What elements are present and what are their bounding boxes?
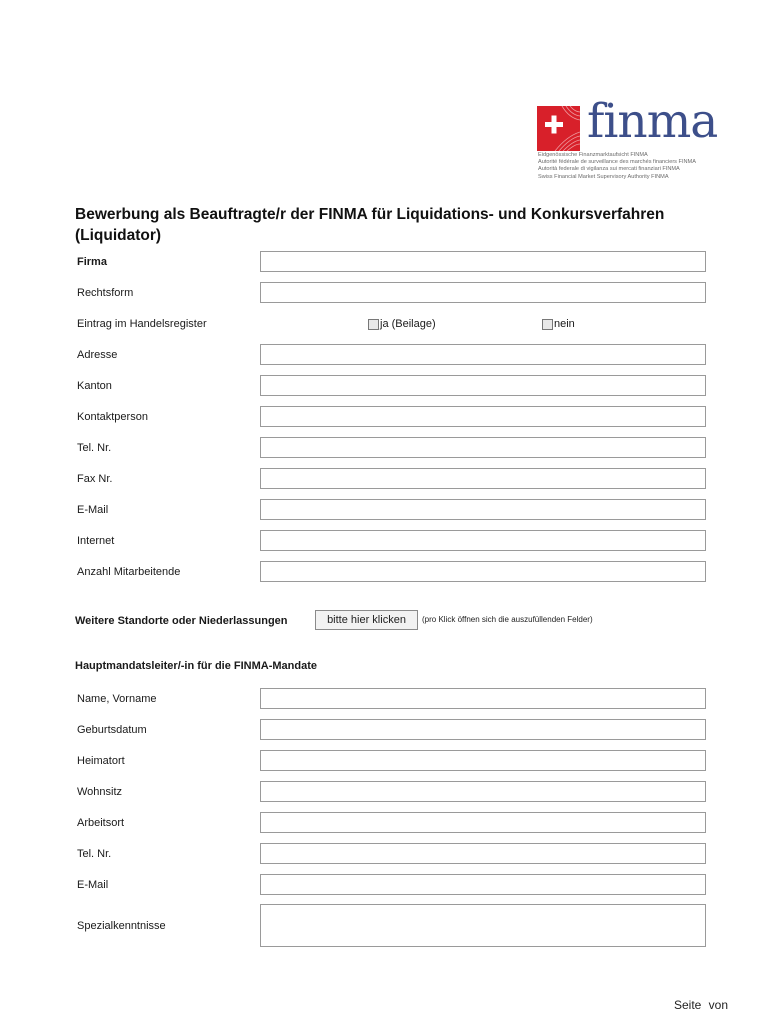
mitarbeitende-field[interactable] [260, 561, 706, 582]
firma-field[interactable] [260, 251, 706, 272]
add-location-button[interactable]: bitte hier klicken [315, 610, 418, 630]
label-arbeitsort: Arbeitsort [77, 817, 125, 829]
label-mandate-tel: Tel. Nr. [77, 848, 112, 860]
mandate-tel-field[interactable] [260, 843, 706, 864]
label-spezialkenntnisse: Spezialkenntnisse [77, 920, 166, 932]
label-fax: Fax Nr. [77, 473, 113, 485]
handelsregister-no-option[interactable] [542, 318, 575, 330]
checkbox-no[interactable] [542, 319, 553, 330]
logo-line-it: Autorità federale di vigilanza sui mercati finanziari FINMA [538, 166, 680, 173]
internet-field[interactable] [260, 530, 706, 551]
label-wohnsitz: Wohnsitz [77, 786, 123, 798]
mandate-heading: Hauptmandatsleiter/-in für die FINMA-Mandate [75, 660, 318, 672]
tel-field[interactable] [260, 437, 706, 458]
arbeitsort-field[interactable] [260, 812, 706, 833]
label-name: Name, Vorname [77, 693, 157, 705]
label-heimatort: Heimatort [77, 755, 125, 767]
mandate-email-field[interactable] [260, 874, 706, 895]
swiss-cross-icon [537, 106, 580, 151]
logo-line-de: Eidgenössische Finanzmarktaufsicht FINMA [538, 152, 648, 158]
page-title: Bewerbung als Beauftragte/r der FINMA für Liquidations- und Konkursverfahren (Liquidator) [75, 206, 665, 244]
label-geburtsdatum: Geburtsdatum [77, 724, 147, 736]
label-mandate-email: E-Mail [77, 879, 109, 891]
name-field[interactable] [260, 688, 706, 709]
rechtsform-field[interactable] [260, 282, 706, 303]
label-handelsregister: Eintrag im Handelsregister [77, 318, 207, 330]
fax-field[interactable] [260, 468, 706, 489]
logo-subtitle [538, 152, 696, 181]
label-email: E-Mail [77, 504, 109, 516]
kontaktperson-field[interactable] [260, 406, 706, 427]
label-kanton: Kanton [77, 380, 112, 392]
page-number: Seite von [674, 998, 729, 1012]
option-yes-label: ja (Beilage) [380, 318, 436, 330]
spezialkenntnisse-field[interactable] [260, 904, 706, 947]
option-no-label: nein [554, 318, 575, 330]
geburtsdatum-field[interactable] [260, 719, 706, 740]
logo-line-en: Swiss Financial Market Supervisory Authority FINMA [538, 173, 669, 180]
label-rechtsform: Rechtsform [77, 287, 134, 299]
kanton-field[interactable] [260, 375, 706, 396]
email-field[interactable] [260, 499, 706, 520]
add-location-hint: (pro Klick öffnen sich die auszufüllenden Felder) [422, 615, 593, 624]
label-tel: Tel. Nr. [77, 442, 112, 454]
logo-line-fr: Autorité fédérale de surveillance des marchés financiers FINMA [538, 159, 696, 166]
finma-logo [537, 94, 727, 183]
adresse-field[interactable] [260, 344, 706, 365]
label-standorte: Weitere Standorte oder Niederlassungen [75, 615, 288, 627]
wohnsitz-field[interactable] [260, 781, 706, 802]
label-adresse: Adresse [77, 349, 118, 361]
heimatort-field[interactable] [260, 750, 706, 771]
label-internet: Internet [77, 535, 115, 547]
label-firma: Firma [77, 256, 107, 268]
label-kontaktperson: Kontaktperson [77, 411, 148, 423]
logo-wordmark: finma [587, 94, 718, 149]
handelsregister-yes-option[interactable] [368, 318, 436, 330]
checkbox-yes[interactable] [368, 319, 379, 330]
label-mitarbeitende: Anzahl Mitarbeitende [77, 566, 181, 578]
